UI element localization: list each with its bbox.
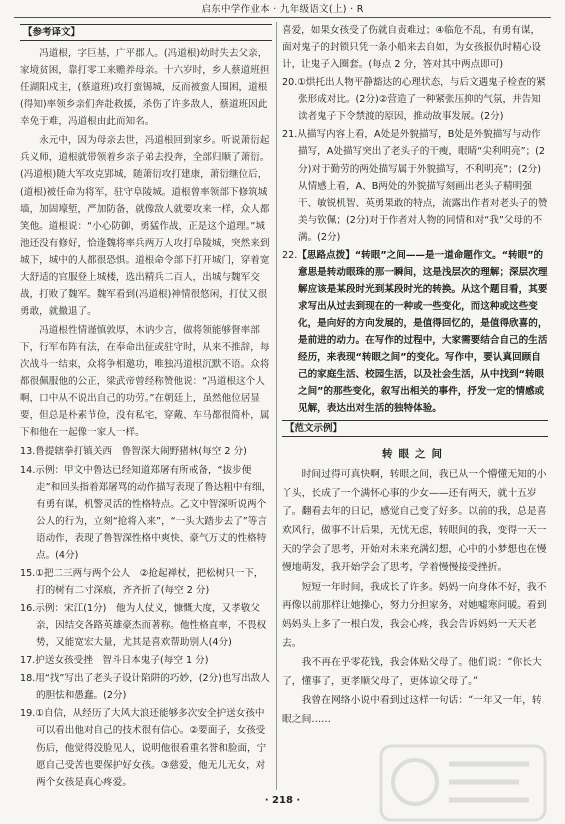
answer-number: 18. bbox=[20, 673, 36, 685]
answer-item bbox=[20, 652, 272, 669]
answer-number: 15. bbox=[20, 567, 36, 579]
answer-item bbox=[282, 126, 548, 245]
right-column bbox=[282, 22, 548, 790]
answer-number: 16. bbox=[20, 603, 36, 614]
answer-item bbox=[20, 565, 272, 599]
answer-number: 20. bbox=[282, 77, 298, 89]
answer-item bbox=[20, 670, 272, 704]
answer-text: 【思路点拨】“转眼”之间——是一道命题作文。“转眼”的意思是转动眼珠的那一瞬间，这是浅层次的理解；深层次理解应该是某段时光到某段时光的转换。从这个题目看，其要求写出从过去到现在的一种或一些变化，而这种或这些变化，是向好的方向发展的，是值得回忆的，是值得欣喜的，是前进的动力。在写作的过程中，大家需要结合自己的生活经历，来表现“转眼之间”的变化。写作中，要认真回顾自己的家庭生活、校园生活，以及社会生活，从中找到“转眼之间”的那些变化，叙写出相关的事件，抒发一定的情感或见解，表达出对生活的独特体验。 bbox=[297, 249, 548, 415]
translation-paragraph: 永元中，因为母亲去世，冯道根回到家乡。听说萧衍起兵义师，道根就带领着乡亲子弟去投奔，全部归顺了萧衍。(冯道根)随大军攻克郢城，随萧衍攻打建康，萧衍继位后，(道根)被任命为将军，驻守阜陵城。道根曾率领部下修筑城墙，加固壕堑，严加防备，就像敌人就要攻来一样，众人都笑他。道根说：“小心防御，勇猛作战，正是这个道理。”城池还没有修好，恰逢魏将率兵两万人攻打阜陵城，突然来到城下，城中的人都很恐惧。道根命令部下打开城门，穿着宽大舒适的官服登上城楼，选出精兵二百人，出城与魏军交战，打败了魏军。魏军看到(冯道根)神情很悠闲，打仗又很勇敢，就撤退了。 bbox=[20, 135, 270, 317]
answer-item bbox=[20, 705, 272, 790]
watermark-logo-icon bbox=[379, 744, 547, 822]
answer-text: 鲁提辖拳打镇关西 鲁智深大闹野猪林(每空 2 分) bbox=[35, 446, 247, 458]
essay-paragraph: 我不再在乎零花钱，我会体贴父母了。他们说：“你长大了，懂事了，更孝顺父母了，更体谅父母了。” bbox=[282, 657, 542, 687]
answer-number: 14. bbox=[20, 464, 36, 476]
page-number: · 218 · bbox=[264, 795, 301, 807]
answer-number: 22. bbox=[282, 249, 298, 261]
section-tag-translation: 【参考译文】 bbox=[20, 24, 272, 41]
essay-title: 转眼之间 bbox=[382, 448, 448, 461]
answer-number: 21. bbox=[282, 129, 298, 141]
translation-block bbox=[20, 45, 272, 441]
essay-body bbox=[282, 466, 548, 730]
answer-text: 示例：宋江(1分) 他为人仗义，慷慨大度，又孝敬父亲，因结交各路英雄豪杰而著称。他性格直率，不畏权势，又能宽宏大量，尤其是喜欢帮助别人(4分) bbox=[35, 603, 267, 649]
answer-item bbox=[20, 600, 272, 651]
answer-text: 用“找”写出了老头子设计陷阱的巧妙，(2分)也写出敌人的胆怯和愚蠢。(2分) bbox=[35, 673, 270, 702]
translation-paragraph: 冯道根，字巨基，广平郡人。(冯道根)幼时失去父亲，家境贫困，靠打零工来赡养母亲。十六岁时，乡人蔡道班担任湖阳戍主，(蔡道班)攻打蛮锡城，反而被蛮人围困，道根(得知)率领乡亲们奔赴救援，杀伤了许多敌人，蔡道班因此幸免于难，冯道根由此而知名。 bbox=[20, 48, 270, 128]
page-header bbox=[14, 2, 551, 18]
column-divider bbox=[276, 22, 277, 790]
answer-number: 17. bbox=[20, 655, 36, 667]
answer-text: 护送女孩受挫 智斗日本鬼子(每空 1 分) bbox=[35, 655, 209, 667]
essay-paragraph: 我曾在网络小说中看到过这样一句话：“一年又一年，转眼之间…… bbox=[282, 695, 542, 726]
essay-paragraph: 时间过得可真快啊，转眼之间，我已从一个懵懂无知的小丫头，长成了一个满怀心事的少女——还有两天，就十五岁了。翻看去年的日记，感觉自己变了好多。以前的我，总是喜欢风行，做事不计后果，无忧无虑，转眼间的我，变得一天一天的学会了思考，开始对未来充满幻想，心中的小梦想也在慢慢地萌发，我开始学会了思考，学着慢慢接受挫折。 bbox=[282, 469, 547, 574]
answer-item bbox=[282, 247, 548, 418]
answers-right bbox=[282, 22, 548, 417]
answer-text: 从描写内容上看，A处是外貌描写，B处是外貌描写与动作描写，A处描写突出了老头子的干瘦，眼睛“尖利明亮”；(2分)对于勤劳的两处描写属于外貌描写，不利明亮”；(2分)从情感上看，A、B两处的外貌描写刻画出老头子精明强干、敏锐机智、英勇果敢的特点，流露出作者对老头子的赞美与钦佩；(2分)对于作者对人物的同情和对“我”父母的不满。(2分) bbox=[297, 129, 548, 243]
left-column bbox=[20, 22, 272, 790]
answer-text: ①烘托出人物平静豁达的心理状态，与后文遇鬼子检查的紧张形成对比。(2分)②营造了一种紧张压抑的气氛，并告知读者鬼子下令禁渡的原因，推动故事发展。(2分) bbox=[297, 77, 546, 123]
answer-text: ①把二三两与两个公人 ②抢起禅杖，把松树只一下，打的树有二寸深痕，齐齐折了(每空 2 分) bbox=[35, 567, 264, 596]
answer-number: 13. bbox=[20, 446, 36, 458]
answer-continued: 喜爱，如果女孩受了伤就自责难过；④临危不乱，有勇有谋，面对鬼子的封锁只凭一条小船来去自如，为女孩报仇时精心设计，让鬼子入圈套。(每点 2 分，答对其中两点即可) bbox=[282, 25, 542, 71]
answer-item bbox=[20, 443, 272, 460]
section-tag-sample: 【范文示例】 bbox=[282, 420, 548, 437]
answer-text: 示例：甲文中鲁达已经知道郑屠有所戒备，“拔步便走”和回头指着郑屠骂的动作描写表现了鲁达粗中有细，有勇有谋，机警灵活的性格特点。乙文中智深听说两个公人的行为，立刻“抢将入来”，“一头大踏步去了”等言语动作，表现了鲁智深性格中爽快、豪气万丈的性格特点。(4分) bbox=[35, 464, 272, 561]
answer-item bbox=[282, 74, 548, 125]
essay-paragraph: 短短一年时间，我成长了许多。妈妈一向身体不好，我不再像以前那样让她操心，努力分担家务，对她嘘寒问暖。看到妈妈头上多了一根白发，我会心疼，我会告诉妈妈一天天老去。 bbox=[282, 581, 547, 649]
answer-text: ①自信，从经历了大风大浪还能够多次安全护送女孩中可以看出他对自己的技术很有信心。②要面子，女孩受伤后，他觉得没脸见人，说明他很看重名誉和脸面，宁愿自己受苦也要保护好女孩。③慈爱，他无儿无女，对两个女孩是真心疼爱。 bbox=[35, 708, 267, 788]
answers-left bbox=[20, 443, 272, 790]
answer-number: 19. bbox=[20, 708, 36, 720]
answer-item bbox=[20, 462, 272, 564]
header-title: 启东中学作业本 · 九年级语文(上) · R bbox=[201, 4, 364, 15]
translation-paragraph: 冯道根性情谨慎敦厚，木讷少言，做将领能够督率部下，行军布阵有法，在奉命出征或驻守时，从来不推辞，每次战斗一结束，众将争相邀功，唯独冯道根沉默不语。众将都很佩服他的公正，梁武帝曾经称赞他说：“冯道根这个人啊，口中从不说出自己的功劳。”在朝廷上，虽然他位居显要，但总是朴素节俭，没有私宅，穿戴、车马都很简朴，属下和他在一起像一家人一样。 bbox=[20, 325, 270, 439]
